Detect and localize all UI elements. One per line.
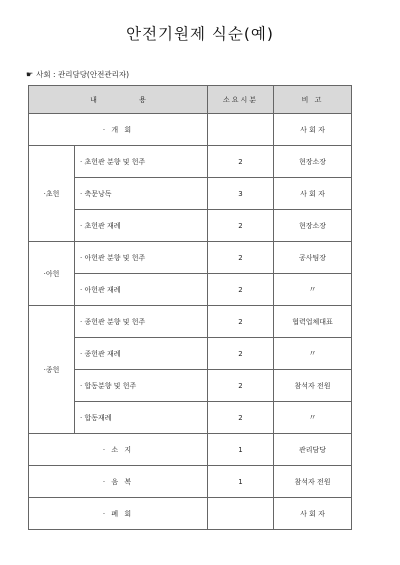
time-chohyeon-1: 2 [208,146,274,178]
table-row [29,178,352,210]
task-jongheon-1: · 종헌관 분향 및 헌주 [75,306,208,338]
group-jongheon: ·종헌 [29,306,75,434]
note-jongheon-2: 〃 [274,338,352,370]
pointing-hand-icon: ☛ [26,70,34,79]
table-row [29,242,352,274]
note-opening: 사 회 자 [274,114,352,146]
table-row [29,466,352,498]
task-soji: · 소 지 [29,434,208,466]
table-header-row [29,86,352,114]
time-ahyeon-1: 2 [208,242,274,274]
time-opening [208,114,274,146]
header-content-part1: 내 [90,95,97,104]
time-eumbok: 1 [208,466,274,498]
task-opening: · 개 회 [29,114,208,146]
time-ahyeon-2: 2 [208,274,274,306]
note-chohyeon-2: 사 회 자 [274,178,352,210]
table-row [29,210,352,242]
time-jongheon-3: 2 [208,370,274,402]
task-chohyeon-1: · 초헌관 분향 및 헌주 [75,146,208,178]
table-row [29,306,352,338]
table-row [29,402,352,434]
table-row [29,434,352,466]
time-jongheon-4: 2 [208,402,274,434]
note-jongheon-4: 〃 [274,402,352,434]
note-chohyeon-1: 현장소장 [274,146,352,178]
group-ahyeon: ·아헌 [29,242,75,306]
task-chohyeon-2: · 축문낭독 [75,178,208,210]
table-row [29,114,352,146]
time-chohyeon-3: 2 [208,210,274,242]
task-ahyeon-2: · 아헌관 재례 [75,274,208,306]
emcee-line [26,69,129,80]
document-title: 안전기원제 식순(예) [126,25,274,43]
note-chohyeon-3: 현장소장 [274,210,352,242]
task-chohyeon-3: · 초헌관 재례 [75,210,208,242]
task-ahyeon-1: · 아헌관 분향 및 헌주 [75,242,208,274]
header-note: 비 고 [274,86,352,114]
note-jongheon-3: 참석자 전원 [274,370,352,402]
table-row [29,338,352,370]
task-jongheon-2: · 종헌관 재례 [75,338,208,370]
time-soji: 1 [208,434,274,466]
ceremony-order-table [28,85,352,530]
task-closing: · 폐 회 [29,498,208,530]
table-row [29,498,352,530]
group-chohyeon: ·초헌 [29,146,75,242]
time-closing [208,498,274,530]
time-jongheon-2: 2 [208,338,274,370]
table-row [29,370,352,402]
task-jongheon-4: · 합동재례 [75,402,208,434]
note-closing: 사 회 자 [274,498,352,530]
emcee-text: 사회 : 관리담당(안전관리자) [36,70,130,79]
time-chohyeon-2: 3 [208,178,274,210]
time-jongheon-1: 2 [208,306,274,338]
task-jongheon-3: · 합동분향 및 헌주 [75,370,208,402]
task-eumbok: · 음 복 [29,466,208,498]
table-row [29,274,352,306]
note-jongheon-1: 협력업체대표 [274,306,352,338]
note-soji: 관리담당 [274,434,352,466]
note-ahyeon-1: 공사팀장 [274,242,352,274]
header-content [29,86,208,114]
header-content-part2: 용 [139,95,146,104]
note-eumbok: 참석자 전원 [274,466,352,498]
table-row [29,146,352,178]
note-ahyeon-2: 〃 [274,274,352,306]
header-time: 소요시분 [208,86,274,114]
